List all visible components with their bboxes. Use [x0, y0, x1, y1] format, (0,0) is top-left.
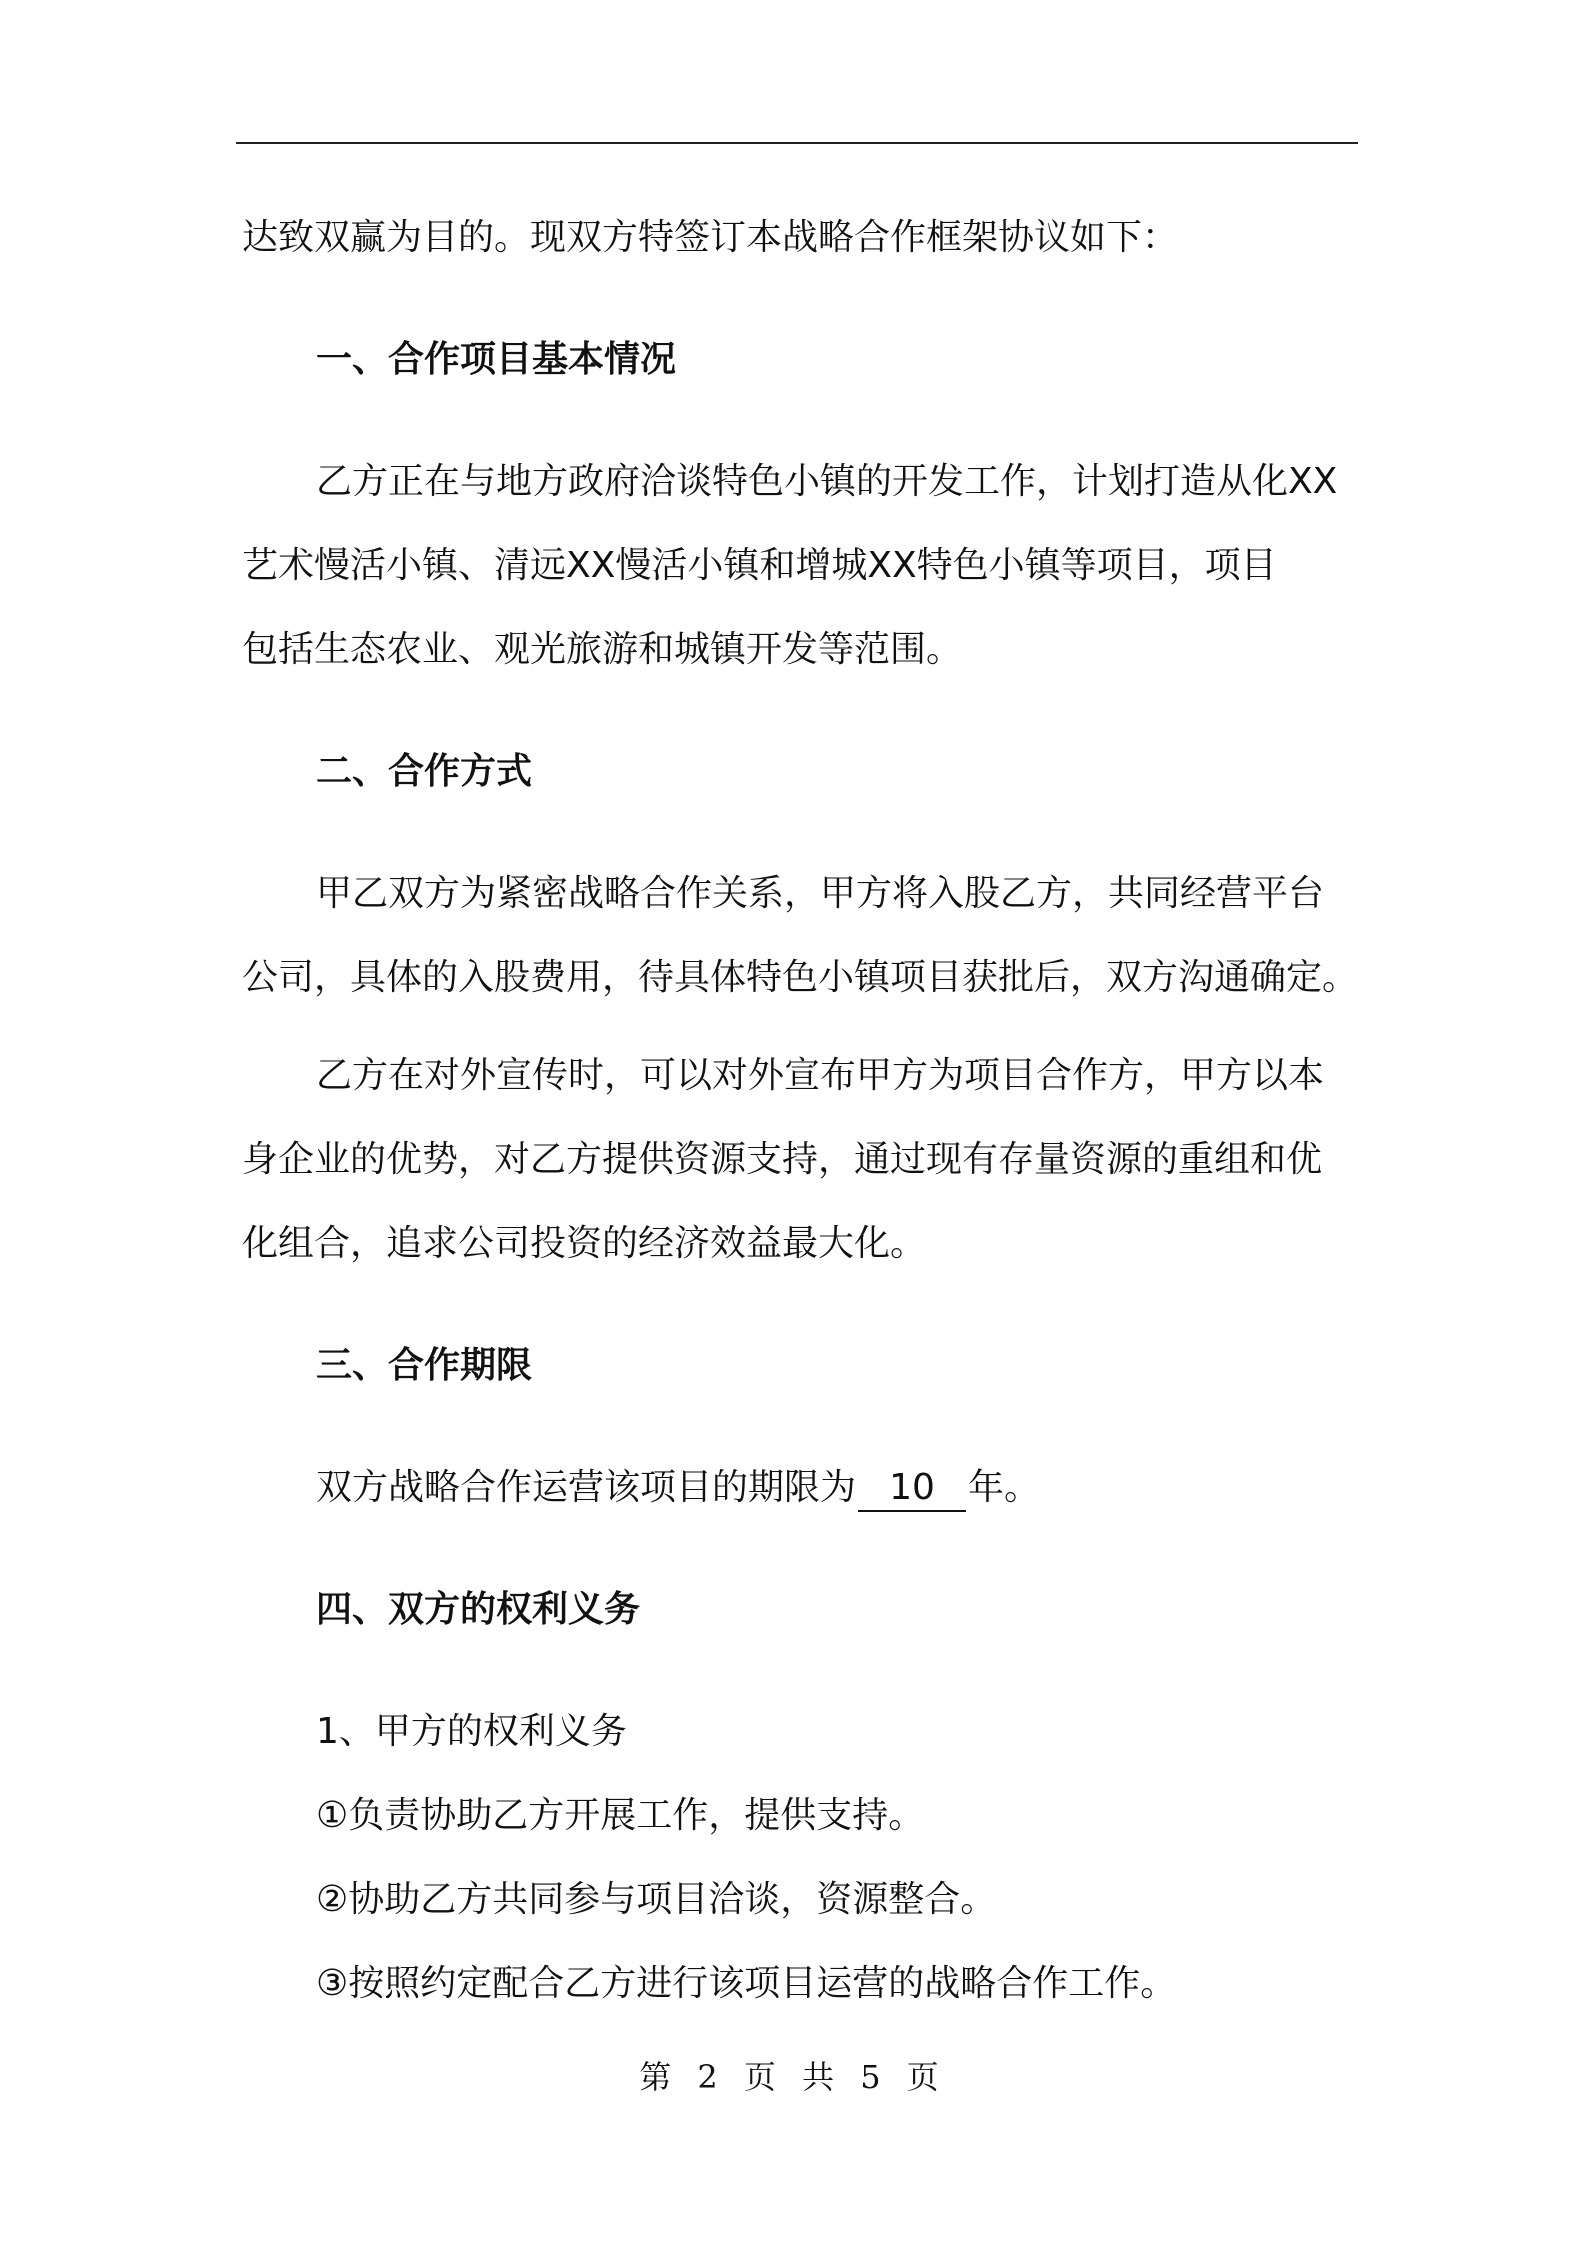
page-number: 第 2 页 共 5 页	[639, 2058, 947, 2096]
section-2-p1-line: 公司，具体的入股费用，待具体特色小镇项目获批后，双方沟通确定。	[242, 957, 1359, 998]
section-2-heading: 二、合作方式	[316, 751, 533, 792]
section-3-heading: 三、合作期限	[316, 1345, 533, 1386]
section-2-p2-line: 乙方在对外宣传时，可以对外宣布甲方为项目合作方，甲方以本	[316, 1055, 1325, 1096]
section-2-paragraph-1	[242, 852, 1358, 1020]
obligation-item: ①负责协助乙方开展工作，提供支持。	[316, 1795, 925, 1836]
section-1-heading: 一、合作项目基本情况	[316, 339, 677, 380]
obligation-item: ③按照约定配合乙方进行该项目运营的战略合作工作。	[316, 1963, 1177, 2004]
section-4-heading: 四、双方的权利义务	[316, 1589, 641, 1630]
section-1-line: 包括生态农业、观光旅游和城镇开发等范围。	[242, 629, 963, 670]
intro-line: 达致双赢为目的。现双方特签订本战略合作框架协议如下：	[242, 217, 1179, 258]
section-2-p1-line: 甲乙双方为紧密战略合作关系，甲方将入股乙方，共同经营平台	[316, 873, 1325, 914]
term-value: 10	[858, 1466, 966, 1512]
header-rule	[236, 142, 1358, 144]
section-1-line: 艺术慢活小镇、清远XX慢活小镇和增城XX特色小镇等项目，项目	[242, 545, 1277, 586]
document-body	[242, 196, 1358, 2026]
section-2-p2-line: 身企业的优势，对乙方提供资源支持，通过现有存量资源的重组和优	[242, 1139, 1323, 1180]
term-line	[242, 1446, 1358, 1530]
section-4-subheading: 1、甲方的权利义务	[316, 1711, 627, 1752]
term-suffix: 年。	[968, 1467, 1041, 1508]
term-prefix: 双方战略合作运营该项目的期限为	[316, 1467, 857, 1508]
section-2-p2-line: 化组合，追求公司投资的经济效益最大化。	[242, 1223, 927, 1264]
section-1-line: 乙方正在与地方政府洽谈特色小镇的开发工作，计划打造从化XX	[316, 461, 1338, 502]
obligation-item: ②协助乙方共同参与项目洽谈，资源整合。	[316, 1879, 997, 1920]
section-1-paragraph	[242, 440, 1358, 692]
section-2-paragraph-2	[242, 1034, 1358, 1286]
